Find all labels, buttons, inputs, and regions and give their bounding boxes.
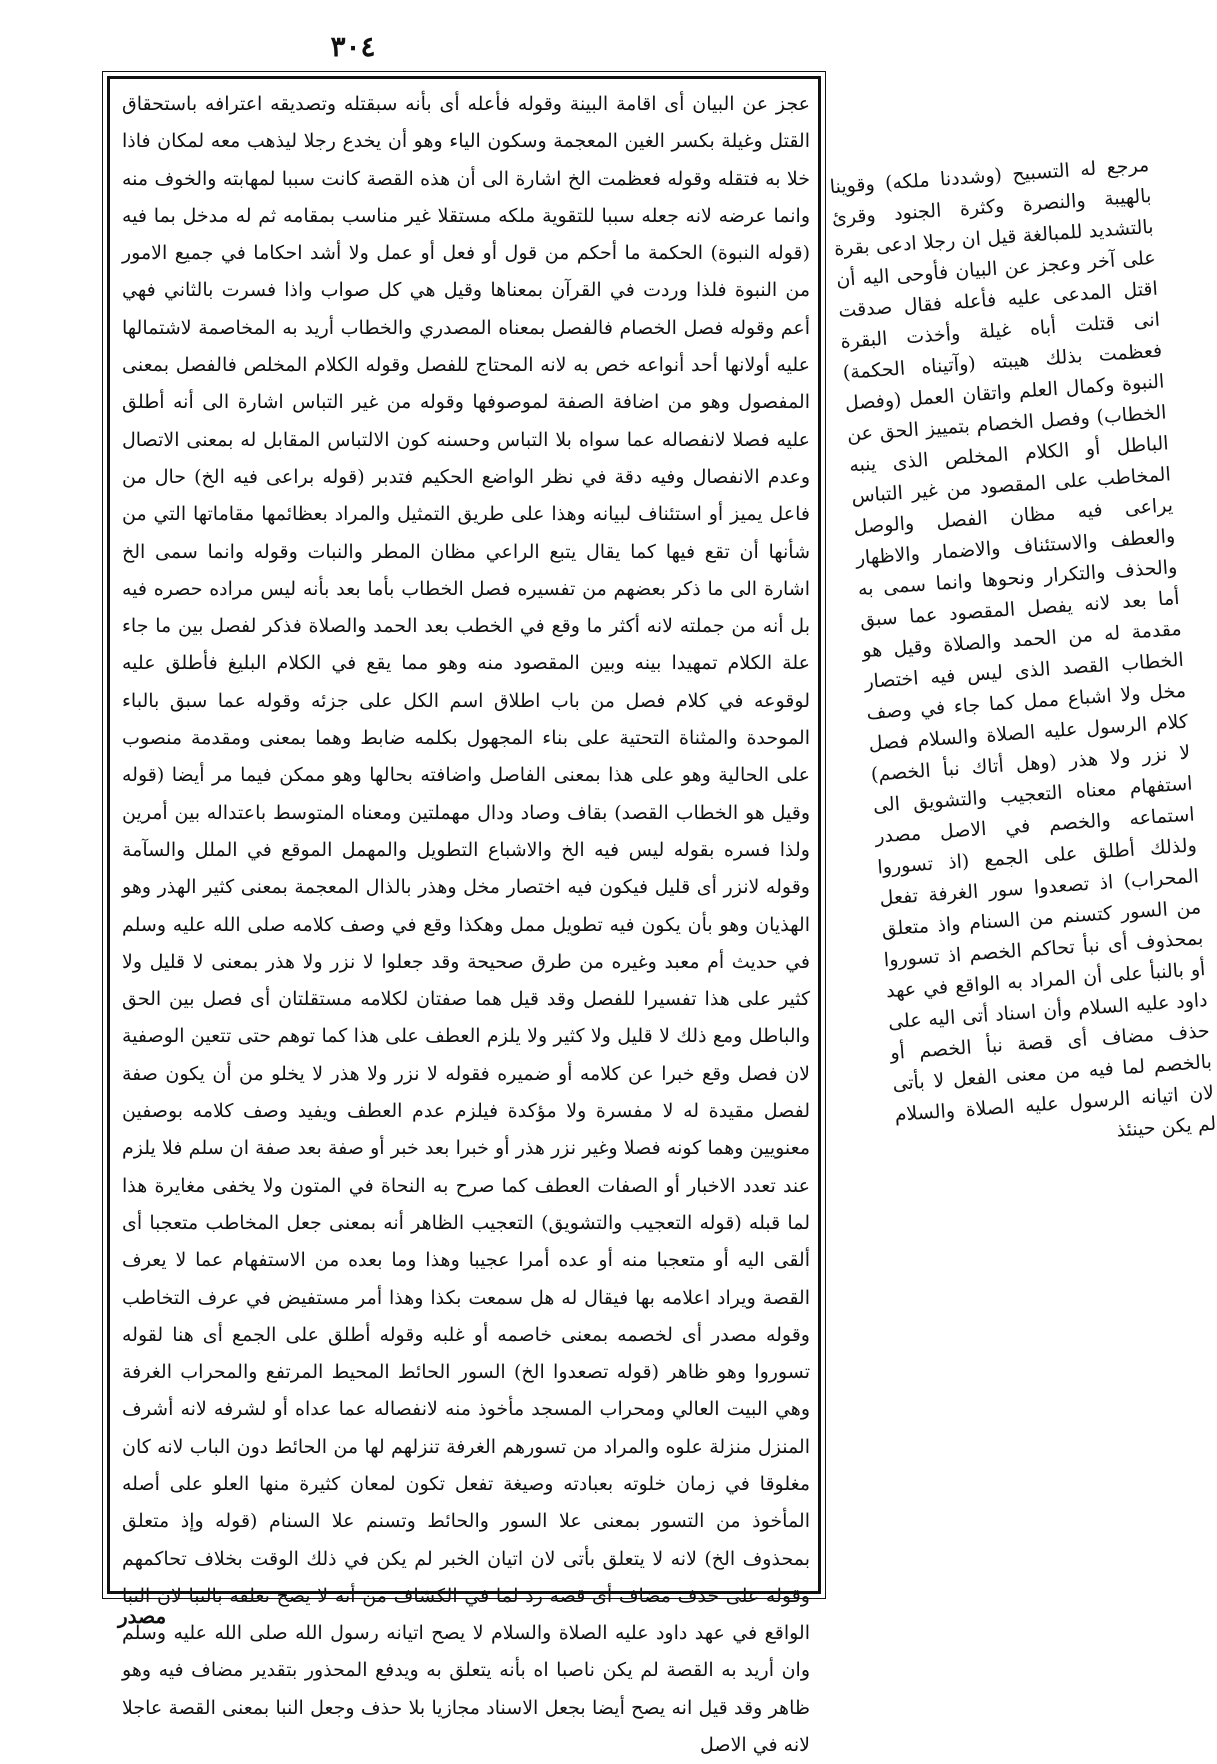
page-number: ٣٠٤ xyxy=(330,30,376,63)
main-text-body: عجز عن البيان أى اقامة البينة وقوله فأعله أى بأنه سبقتله وتصديقه اعترافه باستحقاق القتل وغيلة بكسر الغين المعجمة وسكون الياء وهو أن يخدع رجلا ليذهب معه لمكان فاذا خلا به فتقله وقوله فعظمت الخ اشارة الى أن هذه القصة كانت سببا لمهابته والخوف منه وانما عرضه لانه جعله سببا للتقوية ملكه مستقلا غير مناسب بمقامه ثم له مدخل بما فيه (قوله النبوة) الحكمة ما أحكم من قول أو فعل أو عمل ولا أشد احكاما في جميع الامور من النبوة فلذا وردت في القرآن بمعناها وقيل هي كل صواب واذا فسرت بالثاني فهي أعم وقوله فصل الخصام فالفصل بمعناه المصدري والخطاب أريد به المخاصمة لاشتمالها عليه أولانها أحد أنواعه خص به لانه المحتاج للفصل وقوله الكلام المخلص فالفصل بمعنى المفصول وهو من اضافة الصفة لموصوفها وقوله من غير التباس اشارة الى أنه أطلق عليه فصلا لانفصاله عما سواه بلا التباس وحسنه كون الالتباس المقابل له بمعنى الاتصال وعدم الانفصال وفيه دقة في نظر الواضع الحكيم فتدبر (قوله براعى فيه الخ) حال من فاعل يميز أو استئناف لبيانه وهذا على طريق التمثيل والمراد بعظائمها مقاماتها التي من شأنها أن تقع فيها كما يقال يتبع الراعي مظان المطر والنبات وقوله وانما سمى الخ اشارة الى ما ذكر بعضهم من تفسيره فصل الخطاب بأما بعد بأنه ليس مراده حصره فيه بل أنه من جملته لانه أكثر ما وقع في الخطب بعد الحمد والصلاة فذكر لفصل بين ما جاء علة الكلام تمهيدا بينه وبين المقصود منه وهو مما يقع في الكلام البليغ فأطلق عليه لوقوعه في كلام فصل من باب اطلاق اسم الكل على جزئه وقوله عما سبق بالباء الموحدة والمثناة التحتية على بناء المجهول بكلمه ضابط وهما بمعنى ومقدمة منصوب على الحالية وهو على هذا بمعنى الفاصل واضافته بحالها وهو ممكن فيما مر أيضا (قوله وقيل هو الخطاب القصد) بقاف وصاد ودال مهملتين ومعناه المتوسط باعتداله بين أمرين ولذا فسره بقوله ليس فيه الخ والاشباع التطويل والمهمل الموقع في الملل والسآمة وقوله لانزر أى قليل فيكون فيه اختصار مخل وهذر بالذال المعجمة بمعنى كثير الهذر وهو الهذيان وهو بأن يكون فيه تطويل ممل وهكذا وقع في وصف كلامه صلى الله عليه وسلم في حديث أم معبد وغيره من طرق صحيحة وقد جعلوا لا نزر ولا هذر بمعنى لا قليل ولا كثير على هذا تفسيرا للفصل وقد قيل هما صفتان لكلامه مستقلتان أى فصل بين الحق والباطل ومع ذلك لا قليل ولا كثير ولا يلزم العطف على هذا كما توهم حتى تتعين الوصفية لان فصل وقع خبرا عن كلامه أو ضميره فقوله لا نزر ولا هذر لا يخلو من أن يكون صفة لفصل مقيدة له لا مفسرة ولا مؤكدة فيلزم عدم العطف ويفيد وصف كلامه بوصفين معنويين وهما كونه فصلا وغير نزر هذر أو خبرا بعد خبر أو صفة بعد صفة ان سلم فلا يلزم عند تعدد الاخبار أو الصفات العطف كما صرح به النحاة في المتون ولا يخفى مغايرة هذا لما قبله (قوله التعجيب والتشويق) التعجيب الظاهر أنه بمعنى جعل المخاطب متعجبا أى ألقى اليه أو متعجبا منه أو عده أمرا عجيبا وهذا وما بعده من الاستفهام عما لا يعرف القصة ويراد اعلامه بها فيقال له هل سمعت بكذا وهذا أمر مستفيض في عرف التخاطب وقوله مصدر أى لخصمه بمعنى خاصمه أو غلبه وقوله أطلق على الجمع أى هنا لقوله تسوروا وهو ظاهر (قوله تصعدوا الخ) السور الحائط المحيط المرتفع والمحراب الغرفة وهي البيت العالي ومحراب المسجد مأخوذ منه لانفصاله عما عداه أو لشرفه لانه أشرف المنزل منزلة علوه والمراد من تسورهم الغرفة تنزلهم لها من الحائط دون الباب لانه كان مغلوقا في زمان خلوته بعبادته وصيغة تفعل تكون لمعان كثيرة منها العلو على أصله المأخوذ من التسور بمعنى علا السور والحائط وتسنم علا السنام (قوله وإذ متعلق بمحذوف الخ) لانه لا يتعلق بأتى لان اتيان الخبر لم يكن في ذلك الوقت بخلاف تحاكمهم وقوله على حذف مضاف أى قصة رد لما في الكشاف من أنه لا يصح تعلقه بالنبا لان النبا الواقع في عهد داود عليه الصلاة والسلام لا يصح اتيانه رسول الله صلى الله عليه وسلم وان أريد به القصة لم يكن ناصبا اه بأنه يتعلق به ويدفع المحذور بتقدير مضاف فيه وهو ظاهر وقد قيل انه يصح أيضا بجعل الاسناد مجازيا بلا حذف وجعل النبا بمعنى القصة عاجلا لانه في الاصل xyxy=(122,93,810,1757)
margin-commentary xyxy=(829,150,1217,1142)
catchword: مصدر xyxy=(118,1604,167,1628)
margin-text-body: مرجع له التسبيح (وشددنا ملكه) وقوينا بالهيبة والنصرة وكثرة الجنود وقرئ بالتشديد للمبالغة قيل ان رجلا ادعى بقرة على آخر وعجز عن البيان فأوحى اليه أن اقتل المدعى عليه فأعله فقال صدقت انى قتلت أباه غيلة وأخذت البقرة فعظمت بذلك هيبته (وآتيناه الحكمة) النبوة وكمال العلم واتقان العمل (وفصل الخطاب) وفصل الخصام بتمييز الحق عن الباطل أو الكلام المخلص الذى ينبه المخاطب على المقصود من غير التباس يراعى فيه مظان الفصل والوصل والعطف والاستئناف والاضمار والاظهار والحذف والتكرار ونحوها وانما سمى به أما بعد لانه يفصل المقصود عما سبق مقدمة له من الحمد والصلاة وقيل هو الخطاب القصد الذى ليس فيه اختصار مخل ولا اشباع ممل كما جاء في وصف كلام الرسول عليه الصلاة والسلام فصل لا نزر ولا هذر (وهل أتاك نبأ الخصم) استفهام معناه التعجيب والتشويق الى استماعه والخصم في الاصل مصدر ولذلك أطلق على الجمع (اذ تسوروا المحراب) اذ تصعدوا سور الغرفة تفعل من السور كتسنم من السنام واذ متعلق بمحذوف أى نبأ تحاكم الخصم اذ تسوروا أو بالنبأ على أن المراد به الواقع في عهد داود عليه السلام وأن اسناد أتى اليه على حذف مضاف أى قصة نبأ الخصم أو بالخصم لما فيه من معنى الفعل لا بأتى لان اتيانه الرسول عليه الصلاة والسلام لم يكن حينئذ xyxy=(829,153,1217,1142)
main-text-block xyxy=(122,86,810,1764)
